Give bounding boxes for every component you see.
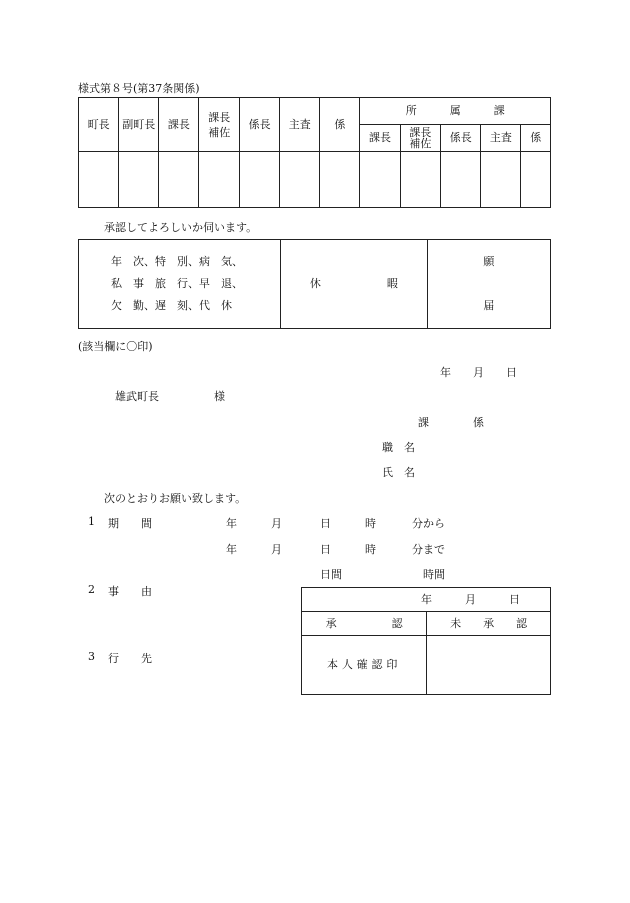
request-line: 承認してよろしいか伺います。 (104, 221, 258, 234)
seal-cell[interactable] (280, 152, 320, 208)
approval-table (78, 97, 551, 208)
addressee: 雄武町長 様 (115, 390, 225, 403)
seal-cell[interactable] (320, 152, 360, 208)
seal-cell[interactable] (199, 152, 240, 208)
period-month[interactable]: 月 (271, 517, 282, 530)
form-kind (427, 240, 550, 329)
dept-header: 課長 (360, 125, 400, 152)
approval-header: 副町長 (119, 98, 159, 152)
submission-date[interactable]: 年 月 日 (440, 366, 517, 379)
approval-header: 係長 (240, 98, 280, 152)
name-label: 氏 名 (382, 466, 415, 479)
leave-type-line: 欠 勤、遅 刻、代 休 (111, 299, 232, 312)
item-label-reason: 事 由 (108, 585, 152, 598)
not-approved-label[interactable]: 未 承 認 (427, 612, 551, 636)
leave-type-box (78, 239, 551, 329)
period-to[interactable]: 分まで (412, 543, 445, 556)
leave-type-line: 年 次、特 別、病 気、 (111, 255, 243, 268)
seal-cell[interactable] (360, 152, 400, 208)
period-hours[interactable]: 時間 (423, 568, 445, 581)
confirmation-box (301, 587, 551, 695)
item-label-destination: 行 先 (108, 652, 152, 665)
item-number: 3 (88, 650, 95, 663)
seal-cell[interactable] (159, 152, 199, 208)
item-number: 2 (88, 583, 95, 596)
leave-label: 休 暇 (281, 240, 428, 329)
item-label-period: 期 間 (108, 517, 152, 530)
period-days[interactable]: 日間 (320, 568, 342, 581)
circle-note: (該当欄に〇印) (78, 340, 153, 353)
period-hour[interactable]: 時 (365, 543, 376, 556)
leave-type-line: 私 事 旅 行、早 退、 (111, 277, 243, 290)
period-year[interactable]: 年 (226, 517, 237, 530)
approved-label[interactable]: 承 認 (302, 612, 427, 636)
seal-cell[interactable] (441, 152, 481, 208)
seal-cell[interactable] (400, 152, 441, 208)
seal-label: 本人確認印 (302, 636, 427, 695)
seal-cell[interactable] (240, 152, 280, 208)
seal-cell[interactable] (521, 152, 551, 208)
approval-header: 課長 (159, 98, 199, 152)
leave-types (79, 240, 281, 329)
intro-line: 次のとおりお願い致します。 (104, 492, 247, 505)
confirm-date[interactable]: 年 月 日 (302, 588, 551, 612)
period-day[interactable]: 日 (320, 517, 331, 530)
period-day[interactable]: 日 (320, 543, 331, 556)
kind-todoke[interactable]: 届 (483, 299, 495, 312)
approval-header: 課長補佐 (199, 98, 240, 152)
approval-header: 係 (320, 98, 360, 152)
period-hour[interactable]: 時 (365, 517, 376, 530)
approval-header: 主査 (280, 98, 320, 152)
form-label: 様式第８号(第37条関係) (78, 82, 200, 95)
kind-negai[interactable]: 願 (483, 255, 495, 268)
dept-title: 所 属 課 (360, 98, 551, 125)
dept-header: 課長補佐 (400, 125, 441, 152)
dept-header: 係長 (441, 125, 481, 152)
seal-cell[interactable] (79, 152, 119, 208)
dept-line[interactable]: 課 係 (418, 416, 484, 429)
seal-area[interactable] (427, 636, 551, 695)
period-month[interactable]: 月 (271, 543, 282, 556)
seal-cell[interactable] (119, 152, 159, 208)
dept-header: 係 (521, 125, 551, 152)
dept-header: 主査 (481, 125, 521, 152)
item-number: 1 (88, 515, 95, 528)
job-title-label: 職 名 (382, 441, 415, 454)
period-from[interactable]: 分から (412, 517, 445, 530)
period-year[interactable]: 年 (226, 543, 237, 556)
approval-header: 町長 (79, 98, 119, 152)
seal-cell[interactable] (481, 152, 521, 208)
